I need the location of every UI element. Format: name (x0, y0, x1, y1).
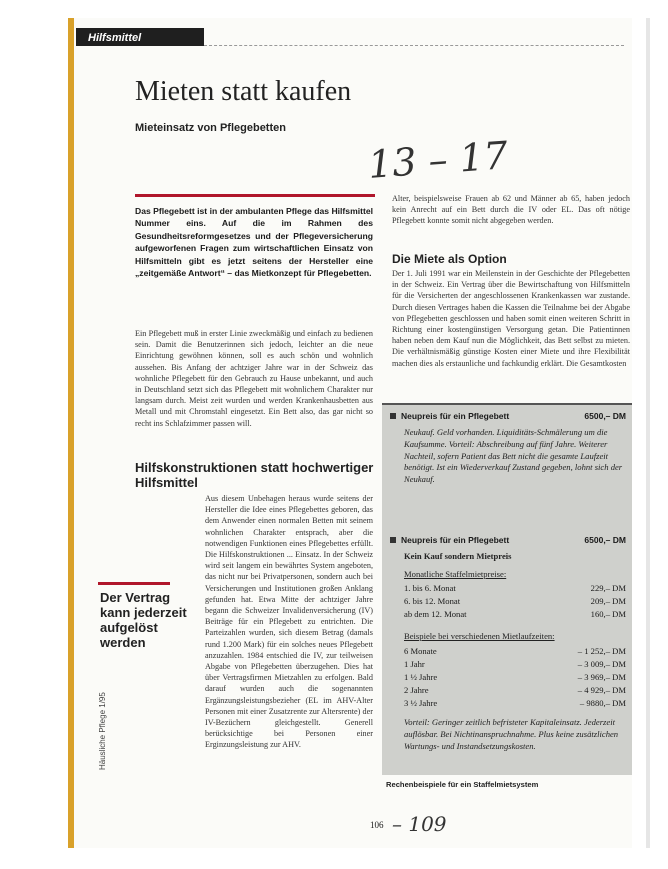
article-subtitle: Mieteinsatz von Pflegebetten (135, 122, 286, 134)
section-header (76, 28, 204, 46)
example-label: 1 Jahr (404, 659, 425, 669)
example-label: 3 ½ Jahre (404, 698, 438, 708)
section-label: Hilfsmittel (88, 32, 142, 44)
monthly-row (404, 583, 626, 593)
monthly-value: 229,– DM (590, 583, 626, 593)
example-value: – 3 009,– DM (577, 659, 626, 669)
bullet-square-icon (390, 413, 396, 419)
article-title: Mieten statt kaufen (135, 76, 352, 107)
example-row (404, 659, 626, 669)
example-value: – 3 969,– DM (577, 672, 626, 682)
box-item-2-sub: Kein Kauf sondern Mietpreis (404, 551, 512, 561)
right-paragraph-2: Der 1. Juli 1991 war ein Meilenstein in der Geschichte der Pflegebetten in der Schweiz. Ein Vertrag über die Bewirtschaftung von Hilfsmitteln für die Versicherten der angeschlossenen Krankenkassen war zustande. Durch diesen Vertrages haben die Kassen die Teilnahme bei der Abgabe von Pflegebetten geschlossen und haben somit einen weiteren Schritt in Richtung einer kostengünstigen Versorgung getan. Die Patientinnen haben neben dem Kauf nun die Möglichkeit, das Bett selbst zu mieten. Die verhältnismäßig günstige Kosten einer Miete und ihre Flexibilität machen dies als erstaunliche und fachkundig erklärt. Die Gesamtkosten (392, 269, 630, 368)
example-row (404, 698, 626, 708)
left-paragraph-1: Ein Pflegebett muß in erster Linie zweckmäßig und einfach zu bedienen sein. Damit die Benutzerinnen sich jedoch, leichter an die neue Einrichtung gewöhnen können, soll es auch schön und wohnlich aussehen. Bis Anfang der achtziger Jahre war in der Schweiz das wohnliche Pflegebett für den Gebrauch zu Hause unbekannt, und auch in Deutschland setzt sich das Pflegebett mit wohnlichem Charakter nur langsam durch. Meist zeit wurden und werden Krankenhausbetten aus Metall und mit Chromstahl eingesetzt. Ein Bett also, das gar nicht so recht ins Schlafzimmer passen will. (135, 329, 373, 428)
box-item-2-head (390, 535, 626, 545)
box-item-2-label: Neupreis für ein Pflegebett (401, 535, 510, 545)
box-item-1-text: Neukauf. Geld vorhanden. Liquiditäts-Schmälerung um die Kaufsumme. Vorteil: Abschreibung auf fünf Jahre. Weiterer Nachteil, sofern Patient das Bett nicht die gesamte Laufzeit benötigt. Ist ein Wiederverkauf Zustand gegeben, lohnt sich der Neukauf. (404, 427, 623, 485)
left-paragraph-2: Aus diesem Unbehagen heraus wurde seitens der Hersteller die Idee eines Pflegebettes geboren, das dem Anwender einen normalen Betten mit seinem wohnlichen Charakter entsprach, aber die notwendigen Funktionen eines Pflegebettes erfüllt. Die Hilfskonstruktionen ... Einsatz. In der Schweiz wird seit langem ein bewährtes System angeboten, das nicht nur bei Privatpersonen, sondern auch bei Versicherungen und Institutionen großen Anklang gefunden hat. Etwa Mitte der achtziger Jahre begann die Schweizer Invalidenversicherung (IV) Beiträge für ein Pflegebett zu entrichten. Die Parteizahlen wurden, sich diesem Betrag (damals rund 1.200 Mark) für ein solches neues Pflegebett anzuzahlen. 1984 entschied die IV, zur teilweisen Abgabe von Pflegebetten überzugehen. Dies hat über Vertragsfirmen Mietzahlen zu erfolgen. Bald darauf wurden auch die sogenannten Ergänzungsleistungsbezieher (EL im AHV-Alter Personen mit einer Zusatzrente zur Altersrente) der IV-Bezüchern gleichgestellt. Generell berücksichtige bei Personen einer Erginzungsleistung zur AHV. (205, 494, 373, 750)
example-value: – 4 929,– DM (577, 685, 626, 695)
handwritten-page-note: – 109 (392, 812, 447, 836)
monthly-title: Monatliche Staffelmietpreise: (404, 569, 507, 579)
bullet-square-icon (390, 537, 396, 543)
example-label: 1 ½ Jahre (404, 672, 438, 682)
header-rule (204, 45, 624, 46)
handwritten-note: 13 – 17 (366, 133, 510, 187)
box-item-1-head (390, 411, 626, 421)
example-value: – 9880,– DM (579, 698, 626, 708)
example-row (404, 646, 626, 656)
monthly-label: 1. bis 6. Monat (404, 583, 456, 593)
box-item-1-label: Neupreis für ein Pflegebett (401, 411, 510, 421)
page-number: 106 (370, 820, 384, 830)
example-row (404, 685, 626, 695)
box-closing: Vorteil: Geringer zeitlich befristeter Kapitaleinsatz. Jederzeit auflösbar. Bei Nichtinanspruchnahme. Plus keine zusätzlichen Wartungs- und Instandsetzungskosten. (404, 717, 619, 751)
box-item-1-price: 6500,– DM (584, 411, 626, 421)
box-caption: Rechenbeispiele für ein Staffelmietsystem (386, 780, 539, 789)
monthly-row (404, 609, 626, 619)
binding-strip (68, 18, 74, 848)
example-label: 2 Jahre (404, 685, 429, 695)
example-row (404, 672, 626, 682)
monthly-value: 209,– DM (590, 596, 626, 606)
side-credit: Häusliche Pflege 1/95 (98, 692, 107, 770)
monthly-label: ab dem 12. Monat (404, 609, 467, 619)
left-heading: Hilfskonstruktionen statt hochwertiger Hilfsmittel (135, 460, 374, 490)
example-value: – 1 252,– DM (577, 646, 626, 656)
pullquote: Der Vertrag kann jederzeit aufgelöst werden (100, 590, 187, 650)
monthly-value: 160,– DM (590, 609, 626, 619)
right-heading: Die Miete als Option (392, 252, 507, 266)
page-edge (646, 18, 650, 848)
intro-rule (135, 194, 375, 197)
examples-title: Beispiele bei verschiedenen Mietlaufzeiten: (404, 631, 555, 641)
intro-paragraph: Das Pflegebett ist in der ambulanten Pflege das Hilfsmittel Nummer eins. Auf die im Rahmen des Gesundheitsreformgesetzes und der Pflegeversicherung aufgeworfenen Fragen zum wirtschaftlichen Einsatz von Hilfsmitteln gibt es jetzt seitens der Hersteller eine „zeitgemäße Antwort“ – das Mietkonzept für Pflegebetten. (135, 206, 373, 279)
right-paragraph-1: Alter, beispielsweise Frauen ab 62 und Männer ab 65, haben jedoch kein Anrecht auf ein Bett durch die IV oder EL. Das oft nötige Pflegebett konnte somit nicht abgegeben werden. (392, 194, 630, 226)
example-label: 6 Monate (404, 646, 437, 656)
monthly-label: 6. bis 12. Monat (404, 596, 461, 606)
price-box (382, 403, 632, 775)
monthly-row (404, 596, 626, 606)
pullquote-rule (98, 582, 170, 585)
box-item-2-price: 6500,– DM (584, 535, 626, 545)
